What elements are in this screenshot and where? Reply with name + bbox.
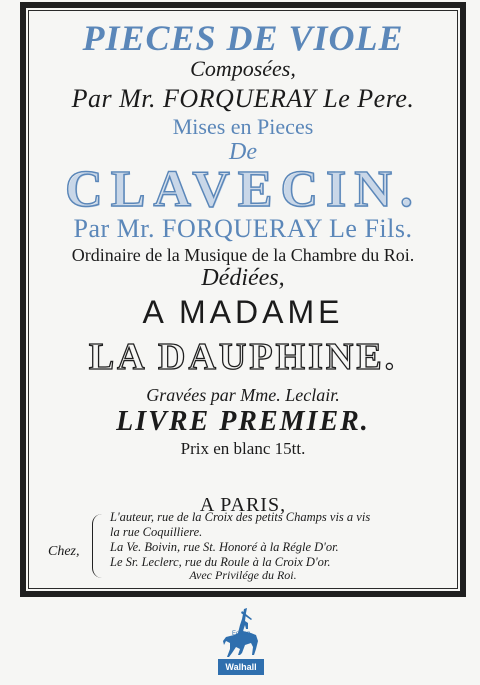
privilege-line: Avec Privilége du Roi. — [189, 568, 297, 582]
edition-label: Edition — [232, 631, 251, 637]
price-line: Prix en blanc 15tt. — [180, 439, 306, 458]
engraver-line: Gravées par Mme. Leclair. — [146, 385, 340, 405]
title-page-content — [28, 10, 458, 589]
main-title: PIECES DE VIOLE — [82, 18, 404, 58]
address-line: Le Sr. Leclerc, rue du Roule à la Croix D'or. — [110, 555, 331, 569]
madame-line: A MADAME — [142, 294, 344, 330]
publisher-addresses — [110, 510, 370, 570]
chez-label: Chez, — [48, 544, 80, 559]
address-line: La Ve. Boivin, rue St. Honoré à la Régle D'or. — [110, 540, 339, 554]
arranger-line: Par Mr. FORQUERAY Le Fils. — [73, 214, 413, 243]
livre-title: LIVRE PREMIER. — [116, 406, 370, 437]
ordinaire-line: Ordinaire de la Musique de la Chambre du Roi. — [71, 245, 415, 265]
dediees-line: Dédiées, — [201, 265, 285, 291]
walhall-logo — [218, 607, 264, 679]
address-line: L'auteur, rue de la Croix des petits Champs vis a vis — [110, 510, 371, 524]
clavecin-title: CLAVECIN. — [65, 161, 421, 218]
paris-line: A PARIS, — [199, 494, 287, 516]
dauphine-line: LA DAUPHINE. — [88, 336, 398, 378]
mises-line: Mises en Pieces — [172, 114, 314, 139]
de-line: De — [229, 139, 257, 165]
composees-line: Composées, — [190, 56, 296, 81]
address-line: la rue Coquilliere. — [110, 525, 203, 539]
composer-line: Par Mr. FORQUERAY Le Pere. — [71, 84, 415, 113]
walhall-badge: Walhall — [218, 659, 264, 675]
